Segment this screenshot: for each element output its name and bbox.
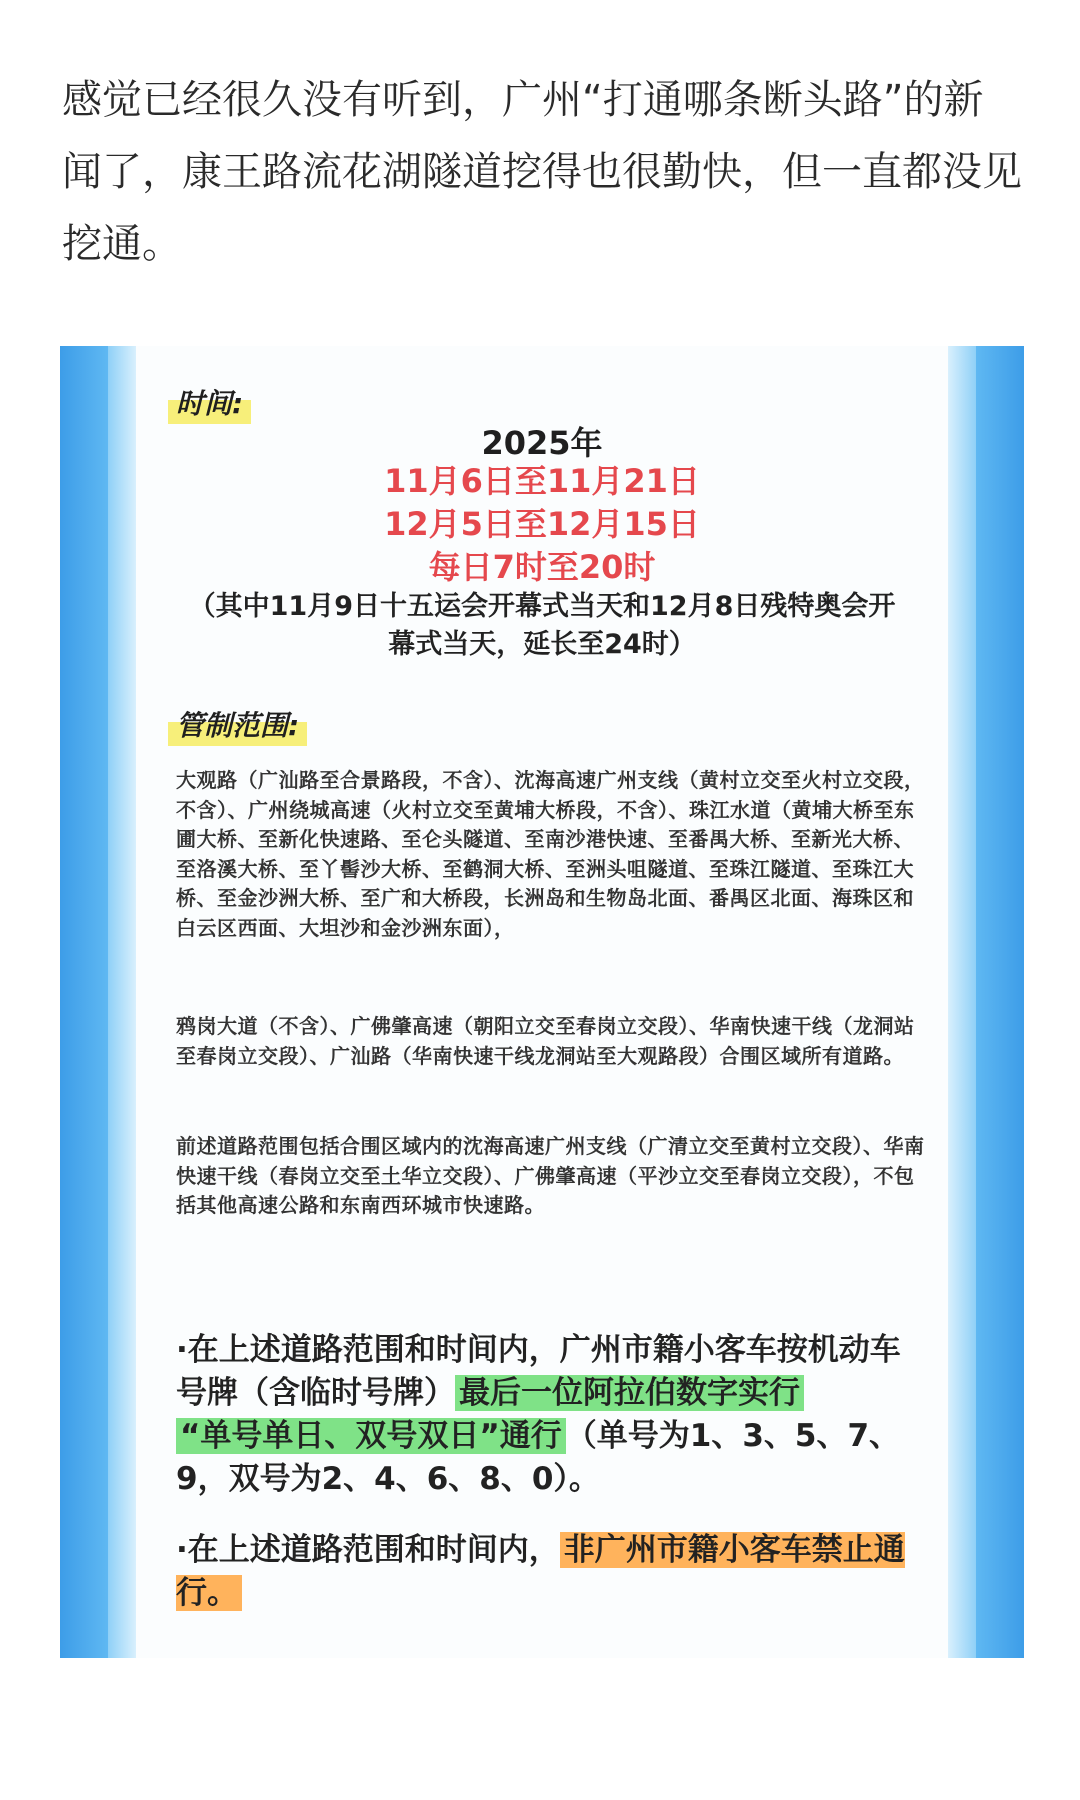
rule-2-highlight: 非广州市籍小客车禁止通行。 (176, 1532, 905, 1611)
date-range-2: 12月5日至12月15日 (384, 505, 700, 543)
frame-stripe (108, 346, 136, 1658)
scope-paragraph-1: 大观路（广汕路至合景路段，不含）、沈海高速广州支线（黄村立交至火村立交段，不含）、广州绕城高速（火村立交至黄埔大桥段，不含）、珠江水道（黄埔大桥至东圃大桥、至新化快速路、至仑头隧道、至南沙港快速、至番禺大桥、至新光大桥、至洛溪大桥、至丫髻沙大桥、至鹤洞大桥、至洲头咀隧道、至珠江隧道、至珠江大桥、至金沙洲大桥、至广和大桥段，长洲岛和生物岛北面、番禺区北面、海珠区和白云区西面、大坦沙和金沙洲东面）， (176, 768, 925, 940)
rule-1-prefix: ·在上述道路范围和时间内，广州市籍小客车按机动车号牌（含临时号牌） (176, 1332, 901, 1411)
scope-label: 管制范围: (168, 702, 307, 746)
daily-hours: 每日7时至20时 (428, 548, 656, 586)
scope-paragraph-2: 鸦岗大道（不含）、广佛肇高速（朝阳立交至春岗立交段）、华南快速干线（龙洞站至春岗立交段）、广汕路（华南快速干线龙洞站至大观路段）合围区域所有道路。 (176, 1014, 915, 1068)
time-label: 时间: (168, 380, 251, 424)
rule-non-local-ban (176, 1529, 916, 1615)
year-heading: 2025年 (481, 424, 603, 462)
frame-stripe (60, 346, 108, 1658)
rule-odd-even (176, 1329, 916, 1501)
frame-stripe (976, 346, 1024, 1658)
notice-sheet (136, 346, 948, 1658)
rule-2-prefix: ·在上述道路范围和时间内， (176, 1532, 560, 1568)
rule-1-highlight-b: “单号单日、双号双日”通行 (176, 1418, 566, 1454)
scope-paragraph-3: 前述道路范围包括合围区域内的沈海高速广州支线（广清立交至黄村立交段）、华南快速干线（春岗立交至土华立交段）、广佛肇高速（平沙立交至春岗立交段），不包括其他高速公路和东南西环城市快速路。 (176, 1134, 925, 1217)
post-text: 感觉已经很久没有听到，广州“打通哪条断头路”的新闻了，康王路流花湖隧道挖得也很勤快，但一直都没见挖通。 (62, 77, 1022, 267)
rule-1-highlight-a: 最后一位阿拉伯数字实行 (455, 1375, 804, 1411)
frame-stripe (948, 346, 976, 1658)
date-range-1: 11月6日至11月21日 (384, 462, 700, 500)
extension-note: （其中11月9日十五运会开幕式当天和12月8日残特奥会开幕式当天，延长至24时） (188, 591, 896, 660)
notice-image[interactable] (60, 346, 1024, 1658)
rule-1-suffix: （单号为1、3、5、7、9，双号为2、4、6、8、0）。 (176, 1418, 901, 1497)
